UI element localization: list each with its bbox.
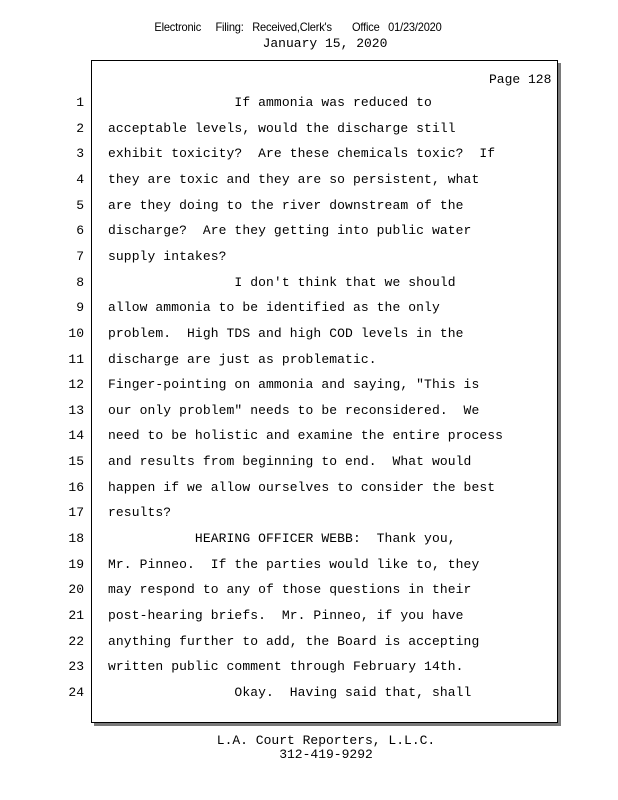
- line-number: 2: [76, 121, 84, 136]
- line-text: I don't think that we should: [108, 275, 456, 290]
- line-text: allow ammonia to be identified as the only: [108, 300, 440, 315]
- line-number: 4: [76, 172, 84, 187]
- line-text: written public comment through February 14th.: [108, 659, 464, 674]
- line-number: 23: [68, 659, 84, 674]
- line-number: 22: [68, 634, 84, 649]
- reporter-phone: 312-419-9292: [279, 747, 373, 762]
- line-text: they are toxic and they are so persistent, what: [108, 172, 480, 187]
- line-text: supply intakes?: [108, 249, 227, 264]
- line-number: 16: [68, 480, 84, 495]
- line-number: 5: [76, 198, 84, 213]
- line-text: problem. High TDS and high COD levels in the: [108, 326, 464, 341]
- line-text: anything further to add, the Board is accepting: [108, 634, 480, 649]
- line-number: 8: [76, 275, 84, 290]
- line-text: acceptable levels, would the discharge still: [108, 121, 456, 136]
- line-text: HEARING OFFICER WEBB: Thank you,: [108, 531, 456, 546]
- line-number: 7: [76, 249, 84, 264]
- line-number: 1: [76, 95, 84, 110]
- line-text: If ammonia was reduced to: [108, 95, 432, 110]
- line-number: 19: [68, 557, 84, 572]
- line-number: 17: [68, 505, 84, 520]
- line-text: and results from beginning to end. What would: [108, 454, 472, 469]
- line-text: our only problem" needs to be reconsidered. We: [108, 403, 480, 418]
- line-number: 10: [68, 326, 84, 341]
- line-number: 24: [68, 685, 84, 700]
- line-number: 6: [76, 223, 84, 238]
- line-number: 11: [68, 352, 84, 367]
- line-text: results?: [108, 505, 172, 520]
- line-number: 21: [68, 608, 84, 623]
- line-text: need to be holistic and examine the entire process: [108, 428, 504, 443]
- line-text: post-hearing briefs. Mr. Pinneo, if you have: [108, 608, 464, 623]
- line-text: Okay. Having said that, shall: [108, 685, 472, 700]
- line-text: exhibit toxicity? Are these chemicals toxic? If: [108, 146, 496, 161]
- line-text: discharge are just as problematic.: [108, 352, 377, 367]
- line-number: 13: [68, 403, 84, 418]
- line-text: Mr. Pinneo. If the parties would like to, they: [108, 557, 480, 572]
- line-number: 15: [68, 454, 84, 469]
- reporter-company: L.A. Court Reporters, L.L.C.: [216, 733, 436, 748]
- line-number: 18: [68, 531, 84, 546]
- filing-stamp: Electronic Filing: Received,Clerk's Office 01/23/2020: [154, 20, 442, 34]
- line-number: 20: [68, 582, 84, 597]
- line-text: may respond to any of those questions in their: [108, 582, 472, 597]
- line-text: are they doing to the river downstream of the: [108, 198, 464, 213]
- line-text: Finger-pointing on ammonia and saying, "This is: [108, 377, 480, 392]
- line-number: 3: [76, 146, 84, 161]
- line-number: 12: [68, 377, 84, 392]
- line-text: discharge? Are they getting into public water: [108, 223, 472, 238]
- page-number: Page 128: [489, 72, 552, 87]
- hearing-date: January 15, 2020: [262, 36, 388, 51]
- line-number: 14: [68, 428, 84, 443]
- line-text: happen if we allow ourselves to consider the best: [108, 480, 496, 495]
- line-number: 9: [76, 300, 84, 315]
